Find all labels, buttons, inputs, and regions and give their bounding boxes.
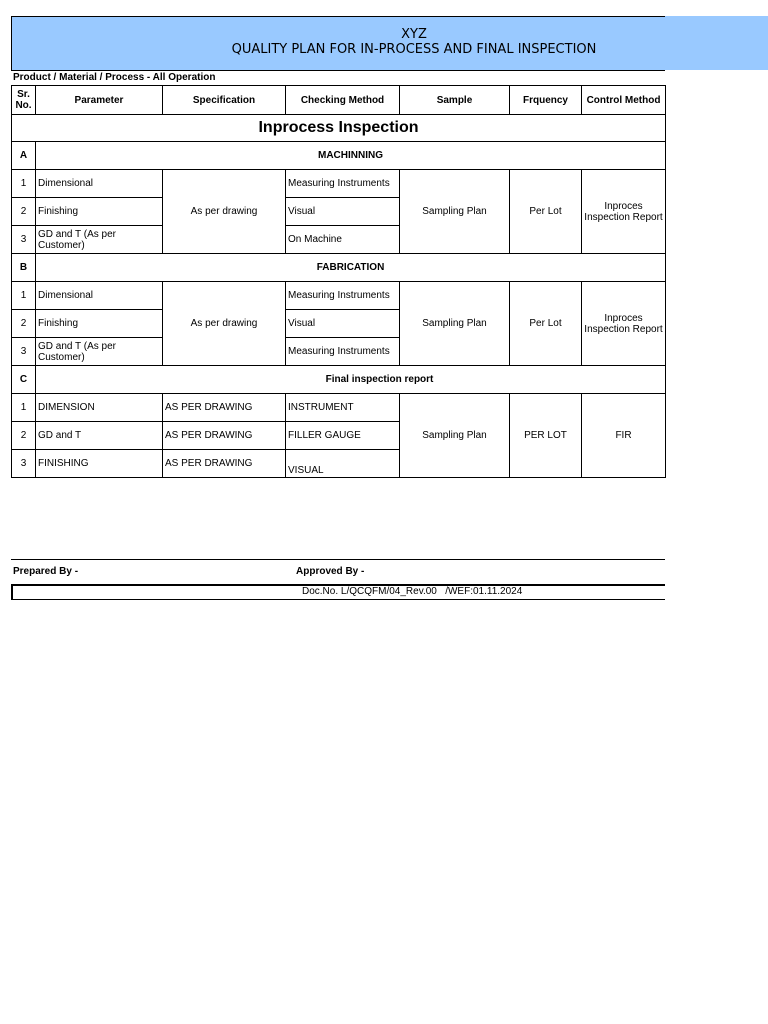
method-cell: INSTRUMENT xyxy=(286,394,400,422)
group-header-row xyxy=(12,142,666,170)
approved-by-label: Approved By - xyxy=(296,566,365,577)
prepared-by-label: Prepared By - xyxy=(13,566,79,577)
specification-cell: AS PER DRAWING xyxy=(163,450,286,478)
table-row xyxy=(12,394,666,422)
specification-cell: As per drawing xyxy=(163,282,286,366)
parameter-cell: FINISHING xyxy=(36,450,163,478)
method-cell: FILLER GAUGE xyxy=(286,422,400,450)
group-name: MACHINNING xyxy=(36,142,666,170)
col-parameter: Parameter xyxy=(36,86,163,115)
sr-cell: 3 xyxy=(12,226,36,254)
section-row xyxy=(12,115,666,142)
parameter-cell: Dimensional xyxy=(36,170,163,198)
specification-cell: AS PER DRAWING xyxy=(163,394,286,422)
group-code: C xyxy=(12,366,36,394)
method-cell: Visual xyxy=(286,198,400,226)
table-row xyxy=(12,282,666,310)
method-cell: Measuring Instruments xyxy=(286,338,400,366)
divider xyxy=(11,70,665,71)
group-code: A xyxy=(12,142,36,170)
divider xyxy=(11,599,665,600)
col-frequency: Frquency xyxy=(510,86,582,115)
group-code: B xyxy=(12,254,36,282)
group-name: Final inspection report xyxy=(36,366,666,394)
col-sr-no: Sr. No. xyxy=(12,86,36,115)
sr-cell: 2 xyxy=(12,310,36,338)
sr-cell: 2 xyxy=(12,422,36,450)
control-method-cell: Inproces Inspection Report xyxy=(582,282,666,366)
sample-cell: Sampling Plan xyxy=(400,170,510,254)
method-cell: Measuring Instruments xyxy=(286,282,400,310)
specification-cell: AS PER DRAWING xyxy=(163,422,286,450)
group-header-row xyxy=(12,254,666,282)
specification-cell: As per drawing xyxy=(163,170,286,254)
method-cell: VISUAL xyxy=(286,450,400,478)
sr-cell: 3 xyxy=(12,338,36,366)
method-cell: On Machine xyxy=(286,226,400,254)
parameter-cell: GD and T (As per Customer) xyxy=(36,226,163,254)
divider xyxy=(11,559,665,560)
parameter-cell: GD and T xyxy=(36,422,163,450)
sample-cell: Sampling Plan xyxy=(400,282,510,366)
sr-cell: 1 xyxy=(12,170,36,198)
sr-cell: 3 xyxy=(12,450,36,478)
group-name: FABRICATION xyxy=(36,254,666,282)
method-cell: Visual xyxy=(286,310,400,338)
parameter-cell: Finishing xyxy=(36,310,163,338)
product-line: Product / Material / Process - All Operation xyxy=(13,72,216,83)
frequency-cell: Per Lot xyxy=(510,282,582,366)
divider xyxy=(11,585,13,600)
frequency-cell: PER LOT xyxy=(510,394,582,478)
sr-cell: 1 xyxy=(12,394,36,422)
parameter-cell: GD and T (As per Customer) xyxy=(36,338,163,366)
frequency-cell: Per Lot xyxy=(510,170,582,254)
sr-cell: 1 xyxy=(12,282,36,310)
company-name: XYZ xyxy=(401,27,427,42)
parameter-cell: Finishing xyxy=(36,198,163,226)
quality-plan-table xyxy=(11,85,666,478)
control-method-cell: Inproces Inspection Report xyxy=(582,170,666,254)
parameter-cell: Dimensional xyxy=(36,282,163,310)
sr-cell: 2 xyxy=(12,198,36,226)
col-control-method: Control Method xyxy=(582,86,666,115)
section-title: Inprocess Inspection xyxy=(12,115,666,142)
document-title: QUALITY PLAN FOR IN-PROCESS AND FINAL INSPECTION xyxy=(231,42,597,57)
document-number: Doc.No. L/QCQFM/04_Rev.00 /WEF:01.11.2024 xyxy=(302,586,523,597)
col-checking-method: Checking Method xyxy=(286,86,400,115)
sample-cell: Sampling Plan xyxy=(400,394,510,478)
divider xyxy=(11,16,665,17)
col-sample: Sample xyxy=(400,86,510,115)
parameter-cell: DIMENSION xyxy=(36,394,163,422)
method-cell: Measuring Instruments xyxy=(286,170,400,198)
table-row xyxy=(12,170,666,198)
header-row xyxy=(12,86,666,115)
control-method-cell: FIR xyxy=(582,394,666,478)
group-header-row xyxy=(12,366,666,394)
col-specification: Specification xyxy=(163,86,286,115)
